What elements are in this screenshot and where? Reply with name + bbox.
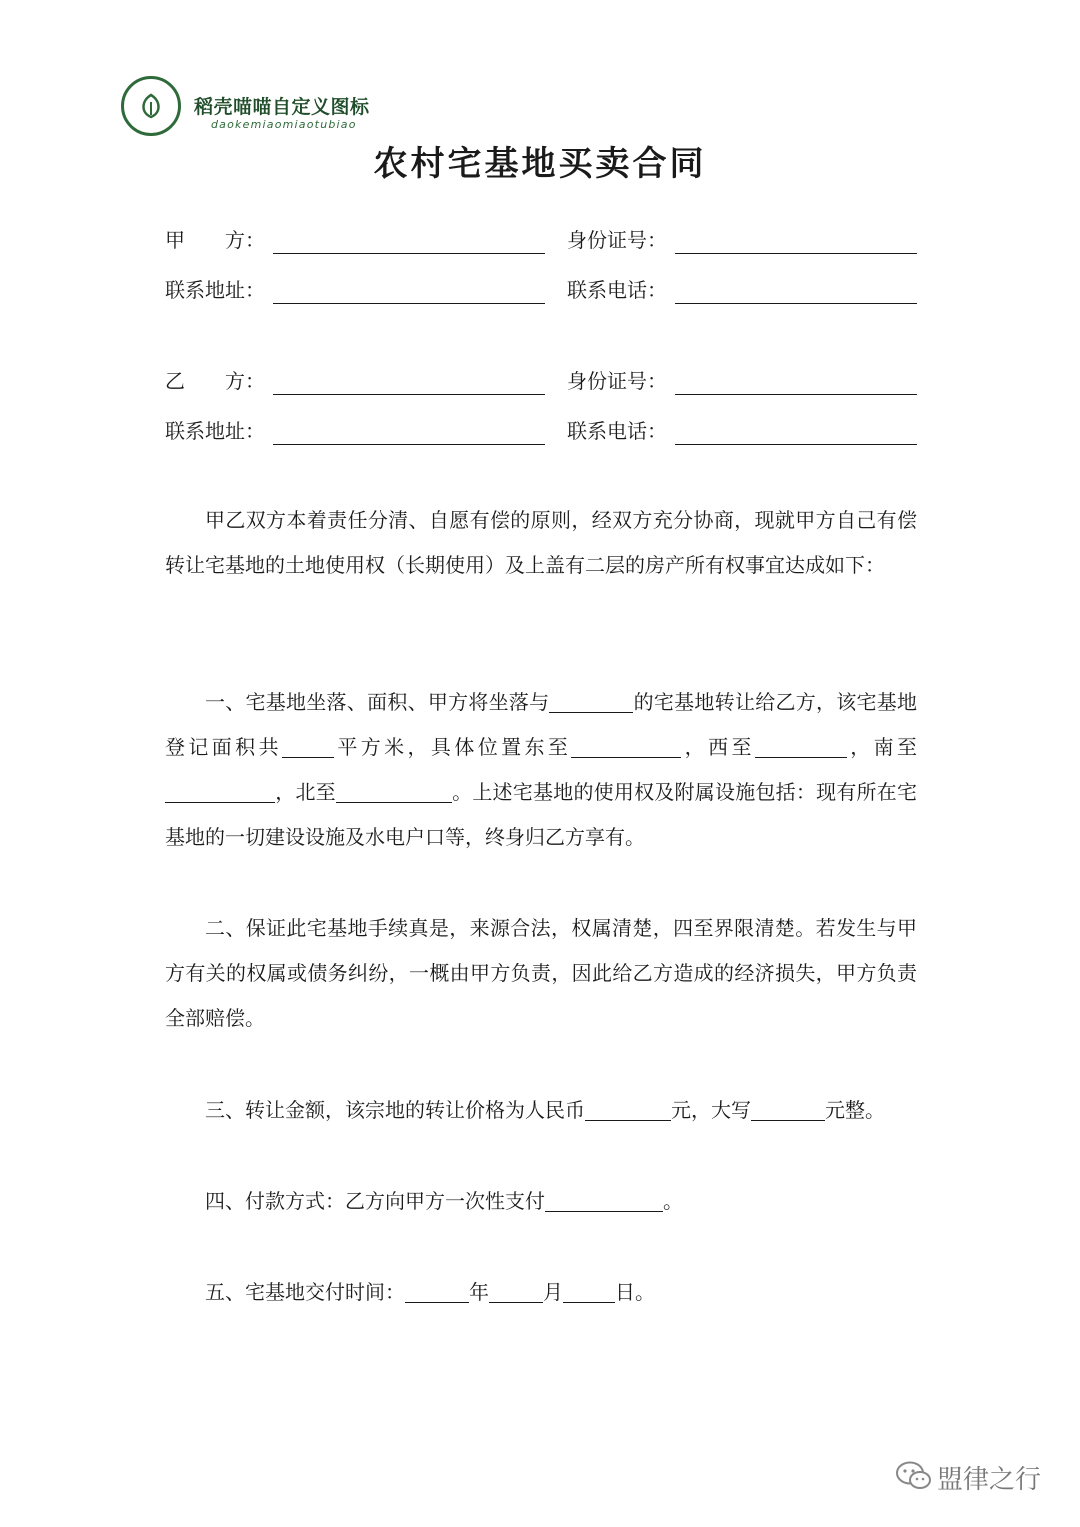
- party-a-address-blank[interactable]: [273, 303, 545, 304]
- party-b-id-blank[interactable]: [675, 394, 917, 395]
- price-number-blank[interactable]: [585, 1098, 671, 1121]
- clause-5-text-4: 日。: [615, 1280, 655, 1304]
- wechat-icon: [895, 1460, 933, 1499]
- preamble-paragraph: 甲乙双方本着责任分清、自愿有偿的原则，经双方充分协商，现就甲方自己有偿转让宅基地的土地使用权（长期使用）及上盖有二层的房产所有权事宜达成如下：: [165, 508, 917, 577]
- east-boundary-blank[interactable]: [571, 735, 681, 758]
- watermark: [895, 1455, 1055, 1499]
- clause-5-paragraph: [165, 1270, 917, 1315]
- clause-4-paragraph: [165, 1179, 917, 1224]
- party-b-address-label: 联系地址：: [165, 419, 265, 443]
- party-b-address-blank[interactable]: [273, 444, 545, 445]
- price-words-blank[interactable]: [751, 1098, 825, 1121]
- clause-5-text-2: 年: [469, 1280, 489, 1304]
- party-a-phone-field: [567, 276, 667, 304]
- party-b-name-blank[interactable]: [273, 394, 545, 395]
- clause-1-text-5: ，南至: [846, 735, 918, 759]
- clause-3-text-1: 三、转让金额，该宗地的转让价格为人民币: [205, 1098, 585, 1122]
- clause-1-text-2: 的宅基地转让给乙方，该宅基地登记面积共: [165, 690, 918, 759]
- clause-5-text-3: 月: [543, 1280, 563, 1304]
- clause-1-text-4: ，西至: [681, 735, 755, 759]
- party-b-id-field: [567, 367, 667, 395]
- day-blank[interactable]: [563, 1280, 615, 1303]
- clause-1-text-1: 一、宅基地坐落、面积、甲方将坐落与: [205, 690, 550, 714]
- party-a-id-blank[interactable]: [675, 253, 917, 254]
- party-b-phone-label: 联系电话：: [567, 419, 667, 443]
- party-b-name-label: 乙 方：: [165, 369, 265, 393]
- clause-4-text-1: 四、付款方式：乙方向甲方一次性支付: [205, 1189, 545, 1213]
- party-b-phone-blank[interactable]: [675, 444, 917, 445]
- south-boundary-blank[interactable]: [165, 780, 275, 803]
- location-blank[interactable]: [549, 690, 633, 713]
- party-a-name-blank[interactable]: [273, 253, 545, 254]
- clause-4-text-2: 。: [663, 1189, 683, 1213]
- north-boundary-blank[interactable]: [336, 780, 452, 803]
- clause-1-text-6: ，北至: [275, 780, 336, 804]
- party-b-name-field: [165, 367, 265, 395]
- leaf-logo-icon: [121, 76, 181, 136]
- party-a-address-label: 联系地址：: [165, 278, 265, 302]
- party-a-name-label: 甲 方：: [165, 228, 265, 252]
- party-a-id-field: [567, 226, 667, 254]
- party-a-address-field: [165, 276, 265, 304]
- year-blank[interactable]: [405, 1280, 469, 1303]
- party-a-phone-blank[interactable]: [675, 303, 917, 304]
- party-a-id-label: 身份证号：: [567, 228, 667, 252]
- clause-3-text-2: 元，大写: [671, 1098, 751, 1122]
- clause-3-text-3: 元整。: [825, 1098, 885, 1122]
- party-b-id-label: 身份证号：: [567, 369, 667, 393]
- payment-blank[interactable]: [545, 1189, 663, 1212]
- clause-2-paragraph: 二、保证此宅基地手续真是，来源合法，权属清楚，四至界限清楚。若发生与甲方有关的权属或债务纠纷，一概由甲方负责，因此给乙方造成的经济损失，甲方负责全部赔偿。: [165, 916, 917, 1030]
- clause-1-text-3: 平方米，具体位置东至: [333, 735, 572, 759]
- party-a-phone-label: 联系电话：: [567, 278, 667, 302]
- logo-name: 稻壳喵喵自定义图标: [194, 96, 370, 118]
- month-blank[interactable]: [489, 1280, 543, 1303]
- party-b-address-field: [165, 417, 265, 445]
- clause-1-paragraph: [165, 680, 917, 860]
- clause-5-text-1: 五、宅基地交付时间：: [205, 1280, 405, 1304]
- clause-1-text-7: 。上述宅基地的使用权及附属设施包括：现有所在宅基地的一切建设设施及水电户口等，终身归乙方享有。: [165, 780, 918, 849]
- watermark-text: 盟律之行: [937, 1465, 1042, 1495]
- party-b-phone-field: [567, 417, 667, 445]
- party-a-name-field: [165, 226, 265, 254]
- logo-subtitle: daokemiaomiaotubiao: [211, 118, 357, 131]
- west-boundary-blank[interactable]: [755, 735, 847, 758]
- document-title: 农村宅基地买卖合同: [373, 144, 707, 184]
- brand-logo: [121, 76, 381, 142]
- area-blank[interactable]: [282, 735, 334, 758]
- clause-3-paragraph: [165, 1088, 917, 1133]
